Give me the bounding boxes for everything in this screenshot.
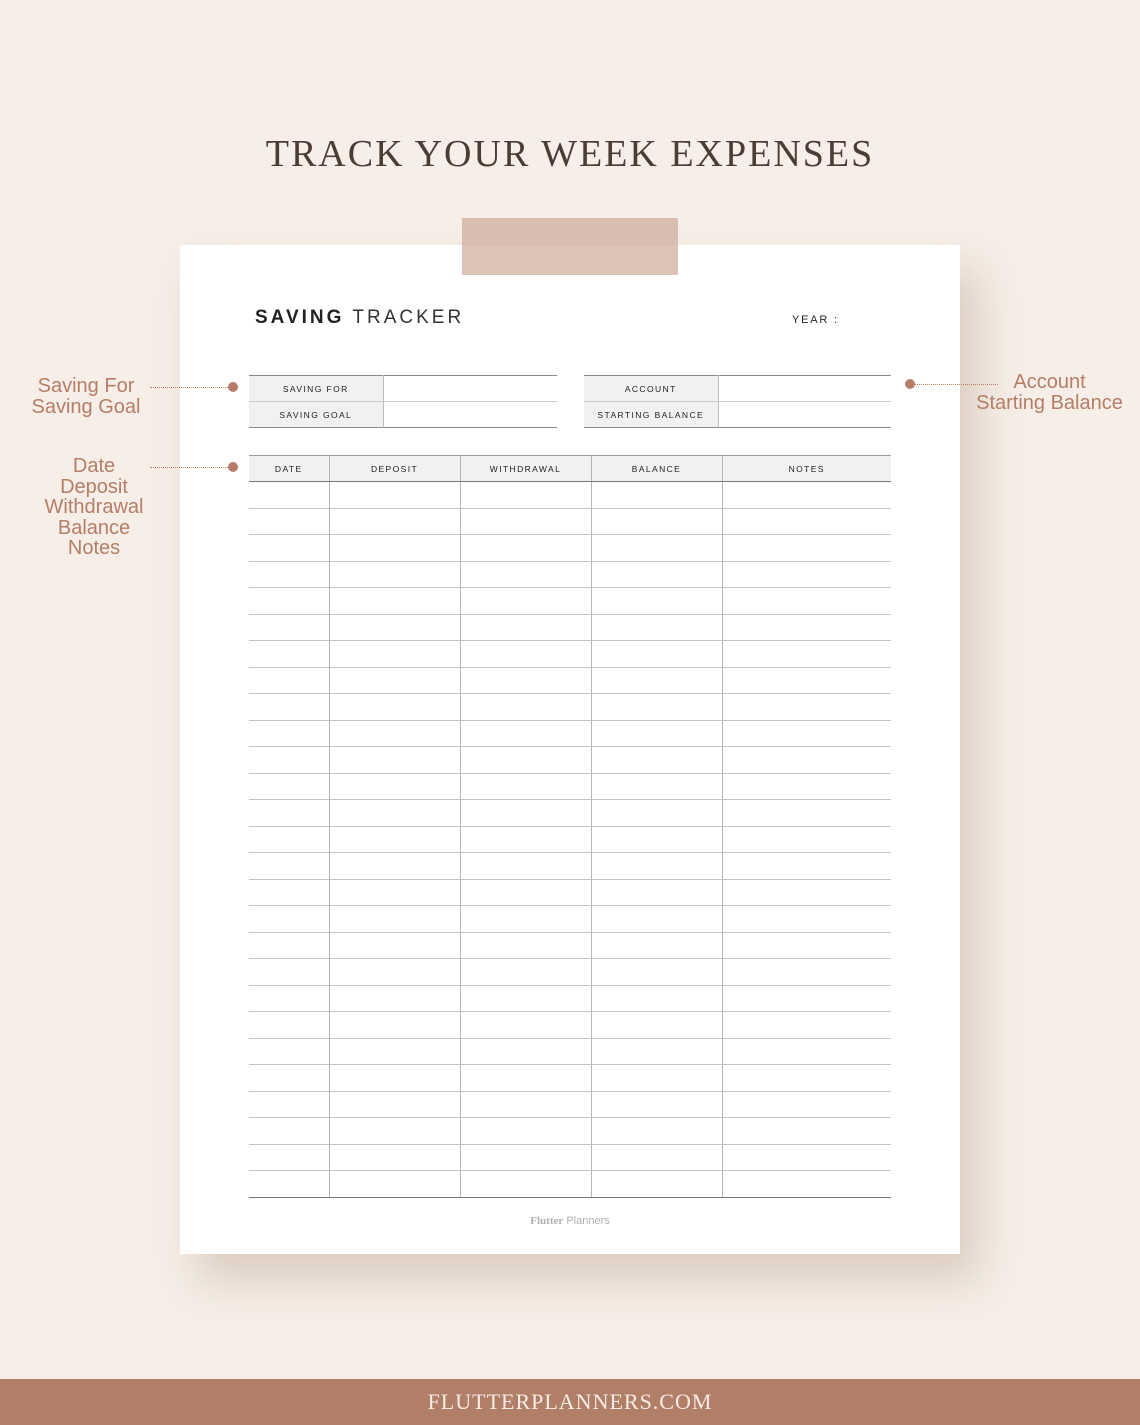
cell-notes[interactable] <box>722 879 891 906</box>
cell-withdrawal[interactable] <box>460 1038 591 1065</box>
cell-date[interactable] <box>249 667 329 694</box>
cell-balance[interactable] <box>591 959 722 986</box>
callout-saving <box>22 376 150 417</box>
callout-line: Balance <box>57 516 131 539</box>
cell-notes[interactable] <box>722 720 891 747</box>
table-row <box>249 561 891 588</box>
saving-goal-label: SAVING GOAL <box>249 402 383 428</box>
cell-withdrawal[interactable] <box>460 853 591 880</box>
cell-date[interactable] <box>249 482 329 509</box>
table-row <box>249 906 891 933</box>
cell-date[interactable] <box>249 1012 329 1039</box>
table-row <box>249 985 891 1012</box>
cell-deposit[interactable] <box>329 773 460 800</box>
callout-line: Starting Balance <box>976 391 1123 414</box>
callout-columns <box>34 456 154 559</box>
table-row <box>249 1091 891 1118</box>
cell-notes[interactable] <box>722 641 891 668</box>
callout-dot <box>228 382 238 392</box>
cell-deposit[interactable] <box>329 959 460 986</box>
cell-notes[interactable] <box>722 932 891 959</box>
cell-withdrawal[interactable] <box>460 561 591 588</box>
cell-deposit[interactable] <box>329 932 460 959</box>
footer-bar <box>0 1379 1140 1425</box>
cell-balance[interactable] <box>591 985 722 1012</box>
cell-date[interactable] <box>249 1038 329 1065</box>
cell-date[interactable] <box>249 508 329 535</box>
cell-withdrawal[interactable] <box>460 1065 591 1092</box>
cell-balance[interactable] <box>591 1118 722 1145</box>
cell-deposit[interactable] <box>329 1065 460 1092</box>
table-row <box>249 694 891 721</box>
cell-deposit[interactable] <box>329 535 460 562</box>
cell-withdrawal[interactable] <box>460 720 591 747</box>
cell-withdrawal[interactable] <box>460 959 591 986</box>
footer-url[interactable]: FLUTTERPLANNERS.COM <box>427 1389 713 1414</box>
year-label: YEAR : <box>792 314 839 326</box>
cell-notes[interactable] <box>722 667 891 694</box>
cell-date[interactable] <box>249 906 329 933</box>
cell-balance[interactable] <box>591 906 722 933</box>
cell-balance[interactable] <box>591 773 722 800</box>
cell-deposit[interactable] <box>329 853 460 880</box>
transactions-table <box>249 455 891 1198</box>
table-row <box>249 959 891 986</box>
cell-date[interactable] <box>249 1091 329 1118</box>
cell-withdrawal[interactable] <box>460 482 591 509</box>
cell-deposit[interactable] <box>329 800 460 827</box>
saving-goal-field[interactable] <box>383 402 557 428</box>
table-row <box>249 535 891 562</box>
cell-withdrawal[interactable] <box>460 667 591 694</box>
saving-for-field[interactable] <box>383 376 557 402</box>
cell-withdrawal[interactable] <box>460 985 591 1012</box>
account-row <box>584 376 891 402</box>
cell-balance[interactable] <box>591 800 722 827</box>
brand-light: Planners <box>566 1215 610 1227</box>
cell-date[interactable] <box>249 1144 329 1171</box>
table-row <box>249 932 891 959</box>
cell-balance[interactable] <box>591 1144 722 1171</box>
col-header-balance: BALANCE <box>591 456 722 482</box>
cell-date[interactable] <box>249 959 329 986</box>
brand-footer <box>180 1215 960 1227</box>
cell-balance[interactable] <box>591 1038 722 1065</box>
table-row <box>249 720 891 747</box>
cell-deposit[interactable] <box>329 1118 460 1145</box>
cell-notes[interactable] <box>722 1091 891 1118</box>
cell-balance[interactable] <box>591 508 722 535</box>
table-row <box>249 614 891 641</box>
cell-withdrawal[interactable] <box>460 826 591 853</box>
cell-withdrawal[interactable] <box>460 694 591 721</box>
saving-for-label: SAVING FOR <box>249 376 383 402</box>
cell-balance[interactable] <box>591 826 722 853</box>
cell-withdrawal[interactable] <box>460 588 591 615</box>
callout-line: Saving For <box>37 375 135 397</box>
callout-account <box>962 372 1137 413</box>
col-header-withdrawal: WITHDRAWAL <box>460 456 591 482</box>
cell-withdrawal[interactable] <box>460 1012 591 1039</box>
cell-deposit[interactable] <box>329 641 460 668</box>
transactions-body <box>249 482 891 1198</box>
cell-notes[interactable] <box>722 773 891 800</box>
table-row <box>249 1171 891 1198</box>
cell-deposit[interactable] <box>329 1091 460 1118</box>
cell-notes[interactable] <box>722 747 891 774</box>
starting-balance-field[interactable] <box>718 402 891 428</box>
cell-deposit[interactable] <box>329 1012 460 1039</box>
cell-deposit[interactable] <box>329 694 460 721</box>
cell-notes[interactable] <box>722 826 891 853</box>
cell-balance[interactable] <box>591 641 722 668</box>
cell-withdrawal[interactable] <box>460 641 591 668</box>
cell-notes[interactable] <box>722 535 891 562</box>
table-row <box>249 826 891 853</box>
cell-balance[interactable] <box>591 561 722 588</box>
cell-date[interactable] <box>249 641 329 668</box>
col-header-date: DATE <box>249 456 329 482</box>
cell-notes[interactable] <box>722 482 891 509</box>
cell-balance[interactable] <box>591 535 722 562</box>
cell-date[interactable] <box>249 720 329 747</box>
cell-balance[interactable] <box>591 1171 722 1198</box>
col-header-deposit: DEPOSIT <box>329 456 460 482</box>
cell-date[interactable] <box>249 694 329 721</box>
cell-withdrawal[interactable] <box>460 747 591 774</box>
cell-notes[interactable] <box>722 1038 891 1065</box>
cell-withdrawal[interactable] <box>460 1118 591 1145</box>
cell-date[interactable] <box>249 561 329 588</box>
cell-withdrawal[interactable] <box>460 879 591 906</box>
saving-info-table <box>249 375 557 428</box>
cell-notes[interactable] <box>722 1118 891 1145</box>
table-row <box>249 1065 891 1092</box>
cell-deposit[interactable] <box>329 879 460 906</box>
table-row <box>249 1144 891 1171</box>
cell-date[interactable] <box>249 879 329 906</box>
cell-withdrawal[interactable] <box>460 932 591 959</box>
callout-line: Deposit <box>60 475 128 498</box>
cell-notes[interactable] <box>722 614 891 641</box>
cell-balance[interactable] <box>591 588 722 615</box>
cell-deposit[interactable] <box>329 508 460 535</box>
callout-line: Date <box>72 455 116 477</box>
cell-balance[interactable] <box>591 720 722 747</box>
cell-balance[interactable] <box>591 667 722 694</box>
cell-withdrawal[interactable] <box>460 1144 591 1171</box>
cell-notes[interactable] <box>722 1012 891 1039</box>
cell-notes[interactable] <box>722 853 891 880</box>
cell-date[interactable] <box>249 800 329 827</box>
cell-notes[interactable] <box>722 588 891 615</box>
table-row <box>249 879 891 906</box>
title-bold: SAVING <box>255 307 345 328</box>
cell-deposit[interactable] <box>329 588 460 615</box>
saving-tracker-sheet <box>180 245 960 1254</box>
cell-withdrawal[interactable] <box>460 508 591 535</box>
table-row <box>249 667 891 694</box>
table-row <box>249 747 891 774</box>
table-row <box>249 853 891 880</box>
table-row <box>249 1118 891 1145</box>
table-row <box>249 1012 891 1039</box>
cell-notes[interactable] <box>722 694 891 721</box>
cell-deposit[interactable] <box>329 826 460 853</box>
starting-balance-row <box>584 402 891 428</box>
cell-withdrawal[interactable] <box>460 906 591 933</box>
cell-notes[interactable] <box>722 1065 891 1092</box>
cell-notes[interactable] <box>722 906 891 933</box>
cell-date[interactable] <box>249 853 329 880</box>
cell-balance[interactable] <box>591 694 722 721</box>
cell-date[interactable] <box>249 932 329 959</box>
account-info-table <box>584 375 891 428</box>
cell-balance[interactable] <box>591 747 722 774</box>
cell-deposit[interactable] <box>329 667 460 694</box>
cell-date[interactable] <box>249 773 329 800</box>
callout-dot <box>228 462 238 472</box>
table-header-row <box>249 456 891 482</box>
account-label: ACCOUNT <box>584 376 718 402</box>
saving-goal-row <box>249 402 557 428</box>
cell-notes[interactable] <box>722 508 891 535</box>
cell-balance[interactable] <box>591 853 722 880</box>
table-row <box>249 641 891 668</box>
cell-date[interactable] <box>249 826 329 853</box>
callout-line: Withdrawal <box>44 496 144 518</box>
cell-notes[interactable] <box>722 800 891 827</box>
cell-deposit[interactable] <box>329 720 460 747</box>
cell-deposit[interactable] <box>329 985 460 1012</box>
cell-withdrawal[interactable] <box>460 614 591 641</box>
cell-balance[interactable] <box>591 1091 722 1118</box>
brand-bold: Flutter <box>530 1215 564 1227</box>
cell-balance[interactable] <box>591 1065 722 1092</box>
cell-date[interactable] <box>249 985 329 1012</box>
cell-balance[interactable] <box>591 482 722 509</box>
cell-date[interactable] <box>249 747 329 774</box>
cell-notes[interactable] <box>722 1144 891 1171</box>
table-row <box>249 508 891 535</box>
cell-deposit[interactable] <box>329 906 460 933</box>
callout-line: Saving Goal <box>31 395 141 418</box>
cell-date[interactable] <box>249 614 329 641</box>
cell-deposit[interactable] <box>329 1171 460 1198</box>
cell-date[interactable] <box>249 1118 329 1145</box>
cell-balance[interactable] <box>591 932 722 959</box>
washi-tape <box>462 218 678 275</box>
table-row <box>249 482 891 509</box>
cell-date[interactable] <box>249 1171 329 1198</box>
saving-for-row <box>249 376 557 402</box>
cell-notes[interactable] <box>722 561 891 588</box>
sheet-title <box>255 307 464 329</box>
cell-date[interactable] <box>249 588 329 615</box>
cell-notes[interactable] <box>722 1171 891 1198</box>
table-row <box>249 588 891 615</box>
cell-date[interactable] <box>249 1065 329 1092</box>
cell-deposit[interactable] <box>329 1144 460 1171</box>
table-row <box>249 773 891 800</box>
cell-deposit[interactable] <box>329 1038 460 1065</box>
col-header-notes: NOTES <box>722 456 891 482</box>
cell-deposit[interactable] <box>329 482 460 509</box>
page-headline: TRACK YOUR WEEK EXPENSES <box>265 133 875 175</box>
cell-deposit[interactable] <box>329 614 460 641</box>
cell-withdrawal[interactable] <box>460 1171 591 1198</box>
account-field[interactable] <box>718 376 891 402</box>
cell-balance[interactable] <box>591 614 722 641</box>
table-row <box>249 800 891 827</box>
cell-balance[interactable] <box>591 879 722 906</box>
cell-deposit[interactable] <box>329 561 460 588</box>
callout-connector <box>150 387 230 388</box>
cell-withdrawal[interactable] <box>460 773 591 800</box>
cell-withdrawal[interactable] <box>460 1091 591 1118</box>
cell-withdrawal[interactable] <box>460 535 591 562</box>
cell-date[interactable] <box>249 535 329 562</box>
starting-balance-label: STARTING BALANCE <box>584 402 718 428</box>
callout-line: Account <box>1013 371 1086 393</box>
cell-notes[interactable] <box>722 985 891 1012</box>
callout-line: Notes <box>67 537 121 559</box>
cell-deposit[interactable] <box>329 747 460 774</box>
cell-notes[interactable] <box>722 959 891 986</box>
title-light: TRACKER <box>352 307 465 328</box>
cell-withdrawal[interactable] <box>460 800 591 827</box>
table-row <box>249 1038 891 1065</box>
cell-balance[interactable] <box>591 1012 722 1039</box>
callout-connector <box>150 467 230 468</box>
